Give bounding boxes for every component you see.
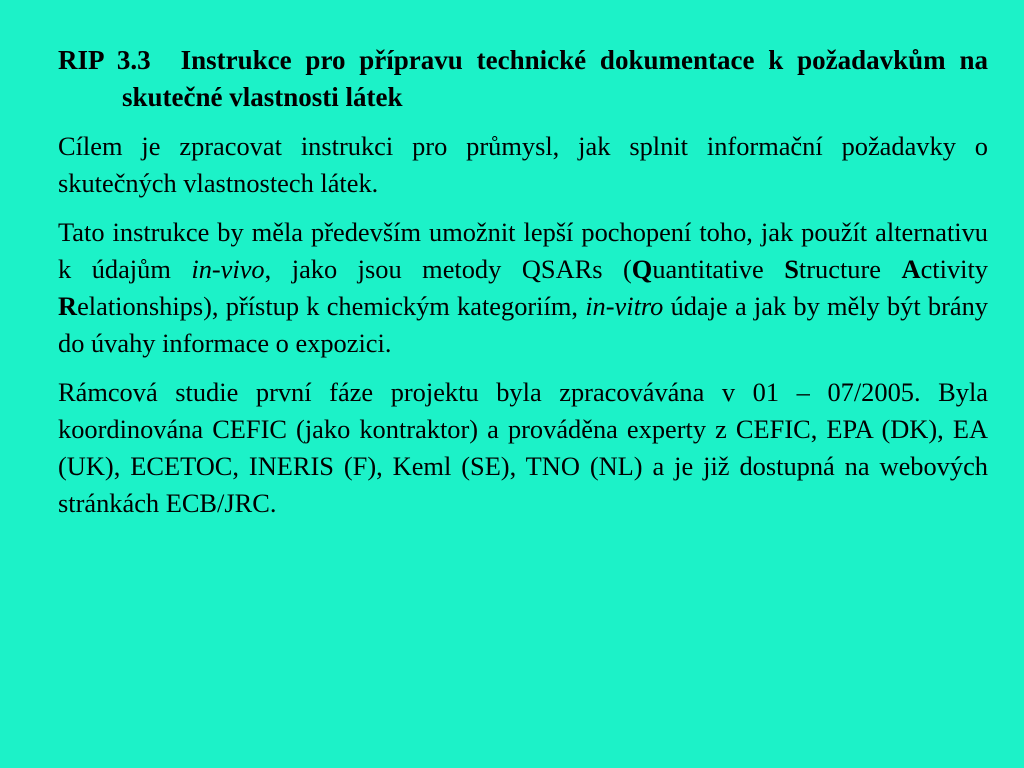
p2-text-1: Tato instrukce by měla především umožnit lepší pochopení toho, jak použít alternativu k údajům <box>58 217 988 284</box>
paragraph-goal: Cílem je zpracovat instrukci pro průmysl, jak splnit informační požadavky o skutečných vlastnostech látek. <box>58 131 988 198</box>
p2-text-4: údaje a jak by měly být brány do úvahy informace o expozici. <box>58 291 989 358</box>
in-vivo-term: in-vivo <box>191 254 265 284</box>
slide-content <box>58 42 988 534</box>
acronym-word-relationships: elationships), přístup <box>77 291 300 321</box>
heading-title: Instrukce pro přípravu technické dokumentace k požadavkům na skutečné vlastnosti látek <box>122 45 988 112</box>
slide-heading <box>58 42 988 116</box>
acronym-letter-r: R <box>58 291 78 321</box>
paragraph-framework-study: Rámcová studie první fáze projektu byla zpracovávána v 01 – 07/2005. Byla koordinována CEFIC (jako kontraktor) a prováděna experty z CEFIC, EPA (DK), EA (UK), ECETOC, INERIS (F), Keml (SE), TNO (NL) a je již dostupná na webových stránkách ECB/JRC. <box>58 377 988 518</box>
in-vitro-term: in-vitro <box>585 291 664 321</box>
acronym-letter-s: S <box>784 254 799 284</box>
p2-text-2: , jako jsou metody QSARs ( <box>264 254 632 284</box>
acronym-word-structure: tructure <box>798 254 881 284</box>
paragraph-instruction <box>58 214 988 362</box>
acronym-letter-q: Q <box>631 254 653 284</box>
acronym-letter-a: A <box>901 254 921 284</box>
acronym-word-activity: ctivity <box>920 254 988 284</box>
p2-text-3: k chemickým kategoriím, <box>306 291 586 321</box>
acronym-word-quantitative: uantitative <box>652 254 764 284</box>
heading-number: RIP 3.3 <box>58 45 151 75</box>
